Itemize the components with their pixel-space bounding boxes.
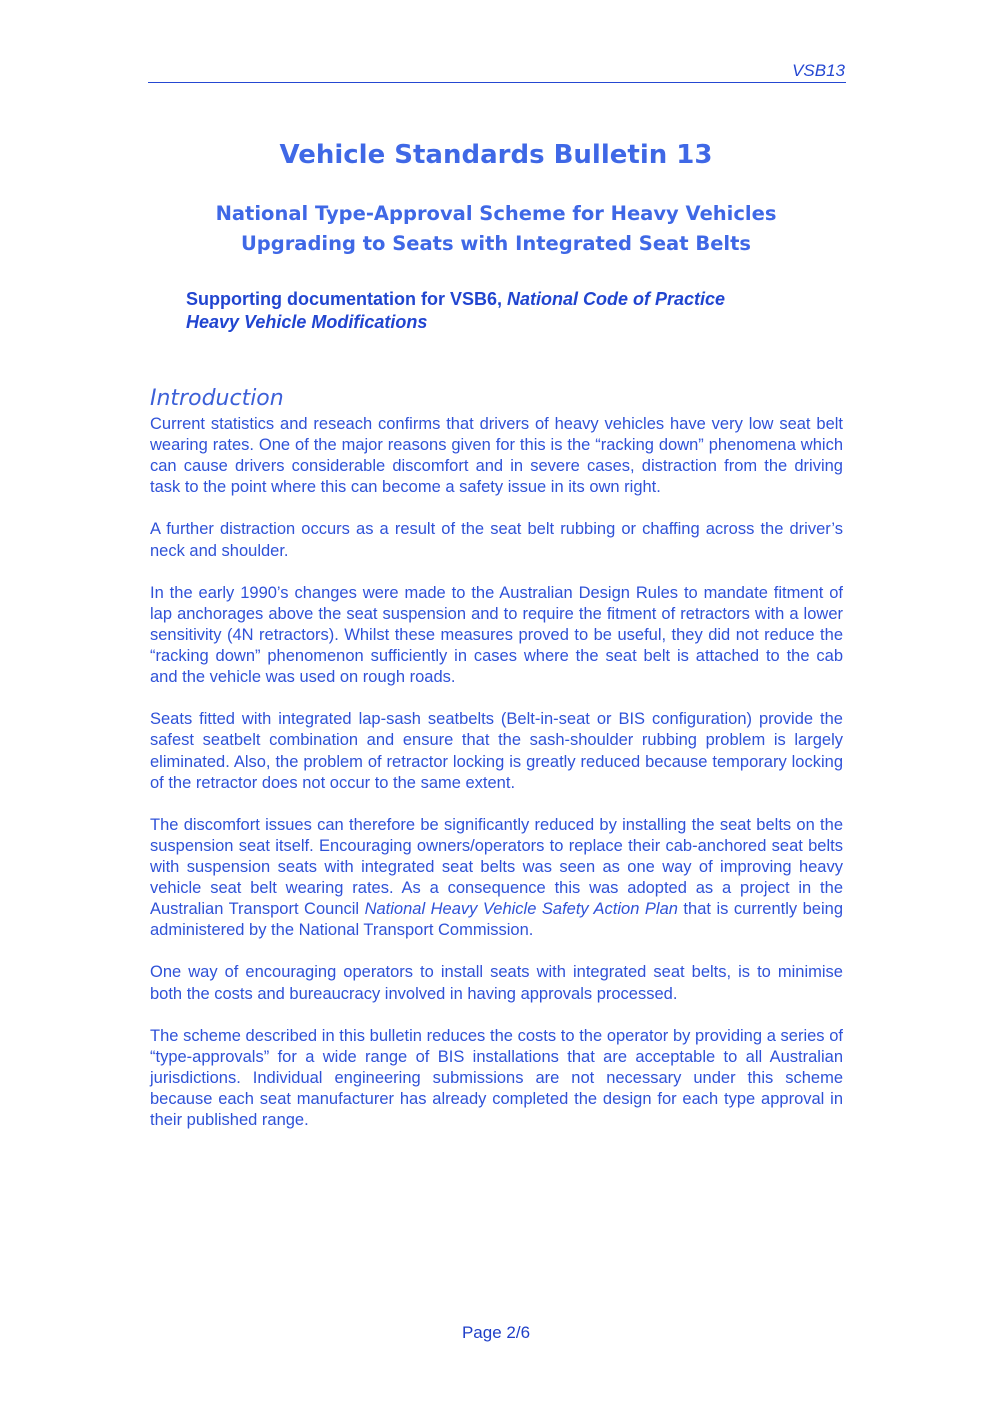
paragraph-5-text-a: The discomfort issues can therefore be significantly reduced by installing the seat belts on the suspension seat itself. Encouraging owners/operators to replace their cab-anchored seat belts with suspension seats with integrated seat belts was seen as one way of improving heavy vehicle seat belt wearing rates. As a consequence this was adopted as a project in the Australian Transport Council xyxy=(150,815,843,919)
page-number: Page 2/6 xyxy=(461,1323,531,1342)
subtitle-line-2: Upgrading to Seats with Integrated Seat Belts xyxy=(240,232,752,255)
paragraph-5-text-b: that is currently being administered by the National Transport Commission. xyxy=(150,900,843,940)
action-plan-title: National Heavy Vehicle Safety Action Plan xyxy=(364,900,678,919)
paragraph-2: A further distraction occurs as a result of the seat belt rubbing or chaffing across the driver’s neck and shoulder. xyxy=(150,520,843,560)
introduction-heading: Introduction xyxy=(150,386,284,411)
subtitle-line-1: National Type-Approval Scheme for Heavy Vehicles xyxy=(215,202,777,225)
supporting-documentation xyxy=(186,288,806,334)
paragraph-7: The scheme described in this bulletin reduces the costs to the operator by providing a series of “type-approvals” for a wide range of BIS installations that are acceptable to all Australian jurisdictions. Individual engineering submissions are not necessary under this scheme because each seat manufacturer has already completed the design for each type approval in their published range. xyxy=(150,1026,843,1130)
supporting-code-title-1: National Code of Practice xyxy=(507,289,726,309)
paragraph-6: One way of encouraging operators to install seats with integrated seat belts, is to minimise both the costs and bureaucracy involved in having approvals processed. xyxy=(150,963,843,1003)
bulletin-title: Vehicle Standards Bulletin 13 xyxy=(279,140,713,170)
document-code: VSB13 xyxy=(792,61,845,80)
supporting-code-title-2: Heavy Vehicle Modifications xyxy=(186,312,428,332)
paragraph-3: In the early 1990’s changes were made to the Australian Design Rules to mandate fitment of lap anchorages above the seat suspension and to require the fitment of retractors with a lower sensitivity (4N retractors). Whilst these measures proved to be useful, they did not reduce the “racking down” phenomenon sufficiently in cases where the seat belt is attached to the cab and the vehicle was used on rough roads. xyxy=(150,583,843,687)
introduction-body xyxy=(150,414,843,1152)
header-divider xyxy=(148,82,846,83)
paragraph-1: Current statistics and reseach confirms that drivers of heavy vehicles have very low seat belt wearing rates. One of the major reasons given for this is the “racking down” phenomena which can cause drivers considerable discomfort and in severe cases, distraction from the driving task to the point where this can become a safety issue in its own right. xyxy=(150,415,843,497)
supporting-prefix: Supporting documentation for VSB6, xyxy=(186,289,507,309)
paragraph-5 xyxy=(150,815,843,942)
paragraph-4: Seats fitted with integrated lap-sash seatbelts (Belt-in-seat or BIS configuration) provide the safest seatbelt combination and ensure that the sash-shoulder rubbing problem is largely eliminated. Also, the problem of retractor locking is greatly reduced because temporary locking of the retractor does not occur to the same extent. xyxy=(150,710,843,792)
